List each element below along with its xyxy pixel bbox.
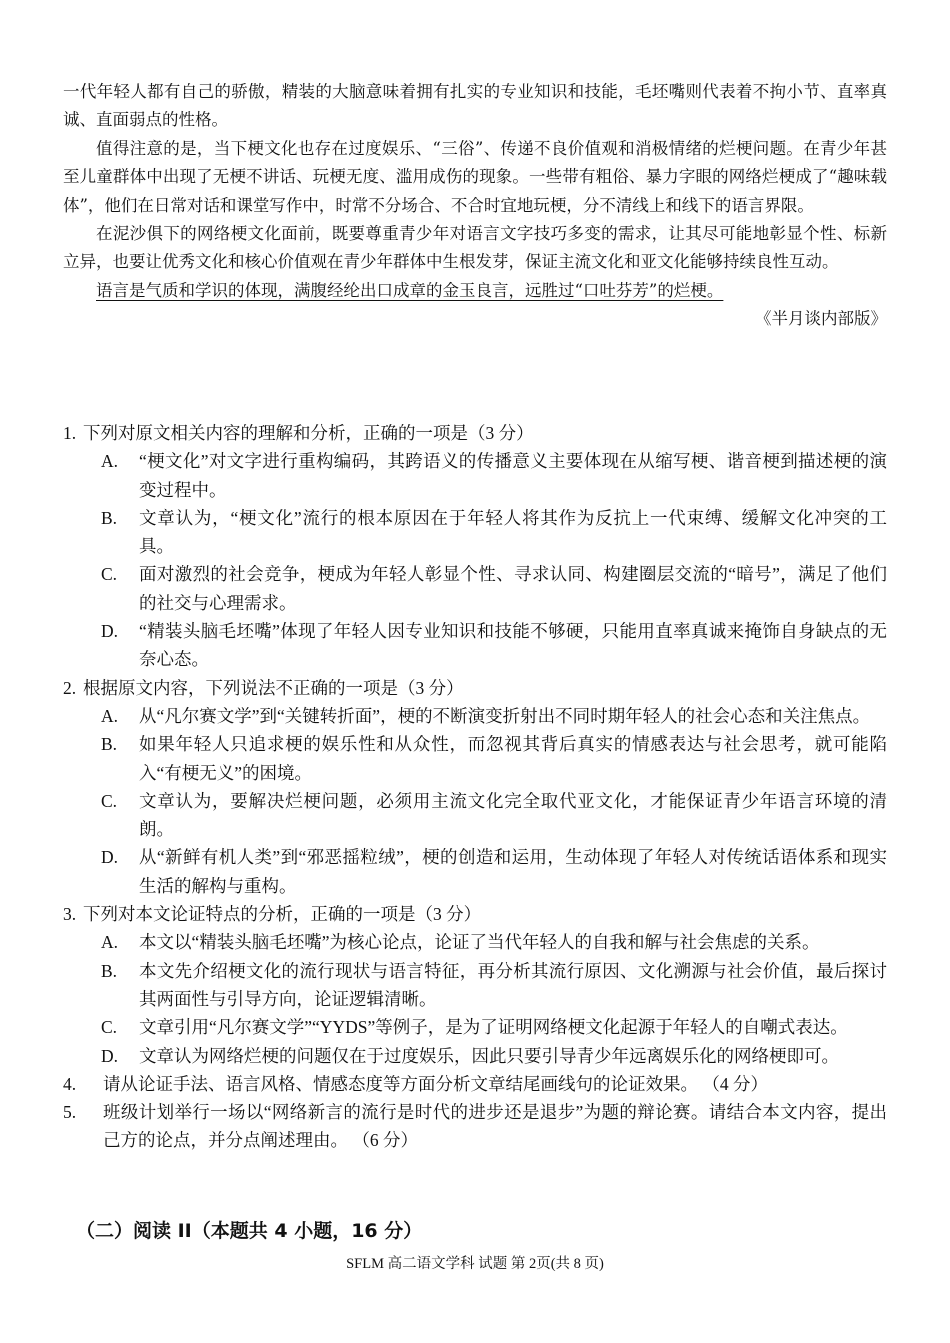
question-number: 3. [63, 904, 77, 925]
question-stem: 根据原文内容，下列说法不正确的一项是（3 分） [83, 677, 464, 698]
question-5 [63, 1098, 887, 1155]
question-number: 4. [63, 1073, 77, 1094]
passage-paragraph-3: 在泥沙俱下的网络梗文化面前，既要尊重青少年对语言文字技巧多变的需求，让其尽可能地彰显个性、标新立异，也要让优秀文化和核心价值观在青少年群体中生根发芽，保证主流文化和亚文化能够持续良性互动。 [63, 224, 887, 272]
question-stem: 班级计划举行一场以“网络新言的流行是时代的进步还是退步”为题的辩论赛。请结合本文内容，提出己方的论点，并分点阐述理由。 （6 分） [103, 1102, 887, 1151]
question-list [63, 419, 887, 1155]
option-b: B. 本文先介绍梗文化的流行现状与语言特征，再分析其流行原因、文化溯源与社会价值，最后探讨其两面性与引导方向，论证逻辑清晰。 [101, 960, 887, 1009]
option-b: B. 文章认为，“梗文化”流行的根本原因在于年轻人将其作为反抗上一代束缚、缓解文化冲突的工具。 [101, 507, 887, 557]
question-1 [63, 419, 887, 674]
page-footer: SFLM 高二语文学科 试题 第 2页(共 8 页) [346, 1256, 604, 1272]
option-c: C. 文章认为，要解决烂梗问题，必须用主流文化完全取代亚文化，才能保证青少年语言环境的清朗。 [101, 790, 887, 840]
option-a: A. 本文以“精装头脑毛坯嘴”为核心论点，论证了当代年轻人的自我和解与社会焦虑的关系。 [101, 932, 820, 953]
question-number: 5. [63, 1102, 77, 1123]
reading-passage [63, 78, 887, 334]
option-d: D. 从“新鲜有机人类”到“邪恶摇粒绒”，梗的创造和运用，生动体现了年轻人对传统话语体系和现实生活的解构与重构。 [101, 847, 887, 896]
question-stem: 请从论证手法、语言风格、情感态度等方面分析文章结尾画线句的论证效果。 （4 分） [103, 1073, 768, 1094]
question-number: 1. [63, 423, 77, 443]
option-c: C. 面对激烈的社会竞争，梗成为年轻人彰显个性、寻求认同、构建圈层交流的“暗号”，满足了他们的社交与心理需求。 [101, 564, 887, 613]
question-stem: 下列对本文论证特点的分析，正确的一项是（3 分） [83, 904, 482, 925]
question-stem: 下列对原文相关内容的理解和分析，正确的一项是（3 分） [83, 423, 534, 443]
passage-paragraph-1: 一代年轻人都有自己的骄傲，精装的大脑意味着拥有扎实的专业知识和技能，毛坯嘴则代表着不拘小节、直率真诚、直面弱点的性格。 [63, 82, 887, 130]
question-3 [63, 900, 887, 1070]
option-b: B. 如果年轻人只追求梗的娱乐性和从众性，而忽视其背后真实的情感表达与社会思考，就可能陷入“有梗无义”的困境。 [101, 734, 887, 783]
question-number: 2. [63, 677, 77, 698]
option-a: A. “梗文化”对文字进行重构编码，其跨语义的传播意义主要体现在从缩写梗、谐音梗到描述梗的演变过程中。 [101, 451, 887, 500]
option-d: D. “精装头脑毛坯嘴”体现了年轻人因专业知识和技能不够硬，只能用直率真诚来掩饰自身缺点的无奈心态。 [101, 621, 887, 670]
option-a: A. 从“凡尔赛文学”到“关键转折面”，梗的不断演变折射出不同时期年轻人的社会心态和关注焦点。 [101, 705, 871, 726]
question-4 [63, 1070, 887, 1098]
option-c: C. 文章引用“凡尔赛文学”“YYDS”等例子，是为了证明网络梗文化起源于年轻人的自嘲式表达。 [101, 1017, 848, 1038]
underlined-sentence: 语言是气质和学识的体现，满腹经纶出口成章的金玉良言，远胜过“口吐芬芳”的烂梗。 [96, 280, 724, 300]
passage-paragraph-2: 值得注意的是，当下梗文化也存在过度娱乐、“三俗”、传递不良价值观和消极情绪的烂梗问题。在青少年甚至儿童群体中出现了无梗不讲话、玩梗无度、滥用成伤的现象。一些带有粗俗、暴力字眼的网络烂梗成了“趣味载体”，他们在日常对话和课堂写作中，时常不分场合、不合时宜地玩梗，分不清线上和线下的语言界限。 [63, 138, 887, 215]
section-heading: （二）阅读 II（本题共 4 小题，16 分） [76, 1220, 423, 1242]
passage-conclusion [63, 277, 887, 305]
option-d: D. 文章认为网络烂梗的问题仅在于过度娱乐，因此只要引导青少年远离娱乐化的网络梗即可。 [101, 1045, 839, 1066]
passage-source: 《半月谈内部版》 [755, 309, 887, 329]
question-2 [63, 674, 887, 900]
